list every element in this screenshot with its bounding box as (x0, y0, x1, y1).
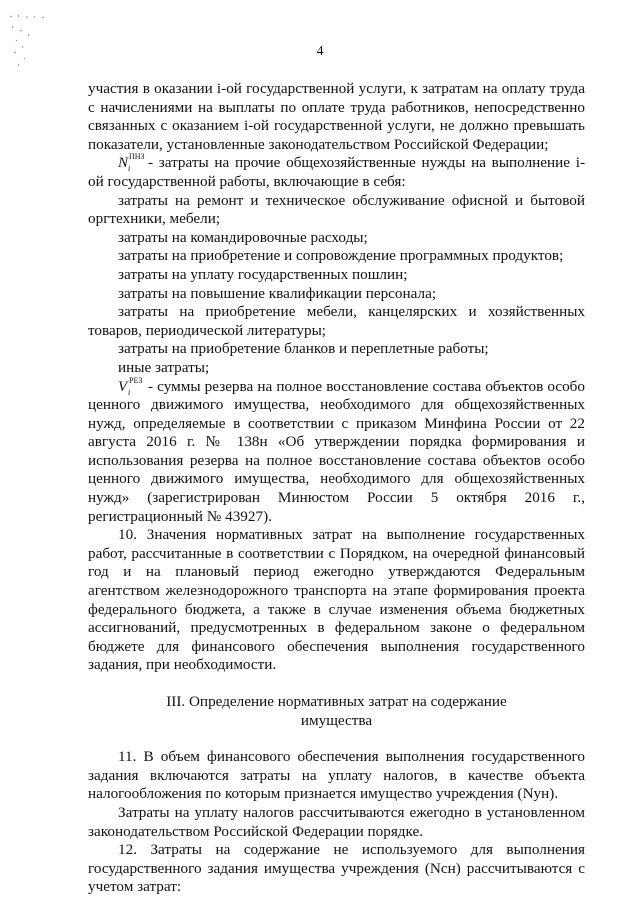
section-heading-line-2: имущества (300, 711, 373, 729)
section-heading (88, 693, 585, 730)
paragraph-labor-costs: участия в оказании i-ой государственной услуги, к затратам на оплату труда с начислениями на выплаты по оплате труда работников, непосредственно связанных с оказанием i-ой государственной услуги, не должно превышать показатели, установленные законодательством Российской Федерации; (88, 80, 585, 153)
list-item: затраты на приобретение и сопровождение программных продуктов; (118, 247, 564, 265)
formula-symbol-v-rez: V РЕЗ i (118, 375, 143, 397)
paragraph-12: 12. Затраты на содержание не используемого для выполнения государственного задания имущества учреждения (Nсн) рассчитываются с учетом затрат: (88, 841, 585, 896)
paragraph-11: 11. В объем финансового обеспечения выполнения государственного задания включаются затраты на уплату налогов, в качестве объекта налогообложения по которым признается имущество учреждения (Nун). (88, 748, 585, 803)
paragraph-tax-calculation: Затраты на уплату налогов рассчитываются ежегодно в установленном законодательством Российской Федерации порядке. (88, 803, 585, 840)
paragraph-other-costs (88, 154, 585, 191)
list-item: затраты на уплату государственных пошлин; (118, 265, 408, 283)
list-item: затраты на приобретение бланков и переплетные работы; (118, 340, 489, 358)
list-item: затраты на ремонт и техническое обслуживание офисной и бытовой оргтехники, мебели; (88, 191, 585, 228)
list-item: затраты на повышение квалификации персонала; (118, 284, 437, 302)
paragraph-10: 10. Значения нормативных затрат на выполнение государственных работ, рассчитанные в соответствии с Порядком, на очередной финансовый год и на плановый период ежегодно утверждаются Федеральным агентством железнодорожного транспорта на этапе формирования проекта федерального бюджета, а также в случае изменения объема бюджетных ассигнований, предусмотренных в федеральном законе о федеральном бюджете для финансового обеспечения выполнения государственного задания, при необходимости. (88, 526, 585, 674)
page-number: 4 (316, 44, 324, 59)
list-item: затраты на командировочные расходы; (118, 228, 368, 246)
list-item: иные затраты; (118, 358, 210, 376)
scan-artifact-marks (8, 12, 68, 72)
paragraph-reserve (88, 375, 585, 527)
cost-list (88, 192, 585, 378)
paragraph-other-costs-text: - затраты на прочие общехозяйственные нужды на выполнение i-ой государственной работы, включающие в себя: (88, 154, 585, 190)
document-body (88, 80, 585, 897)
section-heading-line-1: III. Определение нормативных затрат на содержание (166, 693, 507, 710)
formula-symbol-n-pnz: N ПНЗ i (118, 152, 145, 174)
paragraph-reserve-text: - суммы резерва на полное восстановление состава объектов особо ценного движимого имущества, необходимого для общехозяйственных нужд, определяемые в соответствии с приказом Минфина России от 22 августа 2016 г. № 138н «Об утверждении порядка формирования и использования резерва на полное восстановление состава объектов особо ценного движимого имущества, необходимого для общехозяйственных нужд» (зарегистрирован Минюстом России 5 октября 2016 г., регистрационный № 43927). (88, 377, 585, 525)
list-item: затраты на приобретение мебели, канцелярских и хозяйственных товаров, периодической литературы; (88, 303, 585, 339)
